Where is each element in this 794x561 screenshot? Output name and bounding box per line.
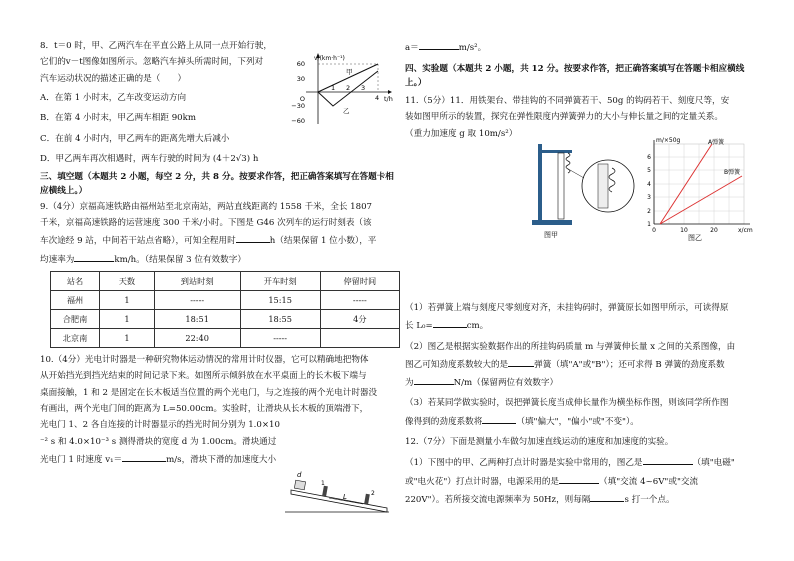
- timetable-row: [51, 329, 400, 348]
- q11-part1-line1: （1）若弹簧上端与刻度尺零刻度对齐，未挂钩码时，弹簧原长如图甲所示，可读得原: [405, 302, 729, 313]
- q10-gate-1: [322, 486, 328, 497]
- q8-x-arrow: [388, 90, 392, 94]
- q8-x-label: t/h: [384, 95, 393, 103]
- q12-blank-period[interactable]: [590, 492, 624, 502]
- q11-line3: （重力加速度 g 取 10m/s²）: [405, 128, 518, 139]
- q11-tick-y: 3: [647, 194, 651, 201]
- q8-tick-y: −60: [291, 117, 305, 125]
- q11-blank-k[interactable]: [414, 375, 454, 385]
- q11-tick-x: 20: [710, 227, 718, 234]
- q9-line4-text: 均速率为: [40, 254, 75, 265]
- q11-label-b: B弹簧: [724, 169, 741, 176]
- q10-cont-prefix: a＝: [405, 43, 419, 53]
- stand-arm: [538, 150, 572, 153]
- q8-vt-graph: [288, 52, 396, 128]
- timetable-row: [51, 291, 400, 310]
- timetable-header: 开车时刻: [240, 272, 320, 291]
- q11-part1-unit: cm。: [466, 321, 489, 332]
- q9-line4: [40, 252, 400, 267]
- q11-part2-text: 图乙可知劲度系数较大的是: [405, 359, 509, 370]
- timetable-cell: [320, 329, 399, 348]
- q10-label-d: d: [297, 471, 302, 479]
- q9-line3-tail: h（结果保留 1 位小数），平: [269, 236, 377, 247]
- q12-part1-tail: s 打一个点。: [624, 495, 675, 505]
- timetable-header: 停留时间: [320, 272, 399, 291]
- q9-line2: 千米，京福高速铁路的运营速度 300 千米/小时。下图是 G46 次列车的运行时刻表（该: [40, 218, 372, 229]
- section-3-title: 三、填空题（本题共 2 小题，每空 2 分，共 8 分。按要求作答，把正确答案填写在答题卡相应横线上。）: [40, 172, 394, 196]
- q10-line7: [40, 452, 400, 467]
- q10-continued: [405, 40, 760, 55]
- q11-fig1-caption: 图甲: [544, 231, 558, 239]
- q8-tick-x: 1: [331, 84, 336, 92]
- q10-line7-text: 光电门 1 时速度 v₁＝: [40, 454, 123, 465]
- timetable-cell: 18:55: [240, 310, 320, 329]
- q12-line1: 12.（7分）下面是测量小车做匀加速直线运动的速度和加速度的实验。: [405, 437, 674, 448]
- q11-tick-y: 5: [647, 167, 651, 174]
- q11-part2-line2: [405, 357, 760, 372]
- q9-line3: [40, 233, 400, 248]
- q11-fig2-caption: 图乙: [688, 234, 702, 242]
- timetable-cell: -----: [240, 329, 320, 348]
- timetable-cell: 22:40: [154, 329, 240, 348]
- q10-label-1: 1: [321, 480, 325, 487]
- q11-part2-unit: N/m（保留两位有效数字）: [453, 378, 559, 389]
- q9-blank-time[interactable]: [236, 233, 270, 243]
- q10-label-2: 2: [371, 490, 375, 497]
- timetable-cell: 15:15: [240, 291, 320, 310]
- q12-part1-text: （1）下图中的甲、乙两种打点计时器是实验中常用的，图乙是: [405, 458, 643, 469]
- timetable-cell: -----: [320, 291, 399, 310]
- q11-part3-line2: [405, 414, 760, 429]
- magnified-ruler: [598, 164, 608, 208]
- q11-line1: 11.（5分）11．用铁架台、带挂钩的不同弹簧若干、50g 的钩码若干、刻度尺等，安: [405, 95, 730, 106]
- q10-line5: 光电门 1、2 各自连接的计时器显示的挡光时间分别为 1.0×10: [40, 420, 280, 431]
- q11-part3-tail: （填"偏大"，"偏小"或"不变"）。: [516, 416, 639, 427]
- q8-stem-line1: 8．t＝0 时，甲、乙两汽车在平直公路上从同一点开始行驶，: [40, 41, 272, 51]
- q10-line6: ⁻² s 和 4.0×10⁻³ s 测得滑块的宽度 d 为 1.00cm。滑块通过: [40, 436, 277, 447]
- q11-tick-x: 10: [680, 227, 688, 234]
- q11-tick-y: 4: [647, 181, 651, 188]
- q10-label-L: L: [343, 493, 347, 501]
- q8-option-c: C．在前 4 小时内，甲乙两车的距离先增大后减小: [40, 133, 230, 144]
- q10-gate-2: [364, 494, 370, 505]
- q10-blank-v1[interactable]: [122, 452, 166, 462]
- timetable-cell: 福州: [51, 291, 100, 310]
- q10-incline-figure: [283, 468, 393, 516]
- pointer-line: [570, 170, 584, 178]
- q11-figure-yi: [638, 136, 762, 242]
- q9-blank-speed[interactable]: [74, 252, 114, 262]
- q8-option-d: [40, 153, 400, 166]
- q11-part2-line1: （2）图乙是根据实验数据作出的所挂钩码质量 m 与弹簧伸长量 x 之间的关系图像，由: [405, 341, 736, 352]
- timetable-cell: 北京南: [51, 329, 100, 348]
- timetable: [50, 271, 400, 348]
- q10-blank-accel[interactable]: [419, 40, 459, 50]
- q12-part1-line3: [405, 492, 760, 507]
- q10-slider: [294, 480, 305, 490]
- q10-line2: 从开始挡光到挡光结束的时间记录下来。如图所示倾斜放在水平桌面上的长木板下端与: [40, 371, 367, 382]
- q8-stem-line3: 汽车运动状况的描述正确的是（ ）: [40, 73, 187, 84]
- timetable-header-row: [51, 272, 400, 291]
- q12-blank-power[interactable]: [559, 474, 599, 484]
- timetable-cell: 1: [100, 329, 155, 348]
- q10-line4: 有画出，两个光电门间的距离为 L=50.00cm。实验时，让滑块从长木板的顶端滑下，: [40, 404, 369, 414]
- q11-blank-bias[interactable]: [482, 414, 516, 424]
- q8-tick-x: 4: [375, 94, 380, 102]
- q11-part1-line2: [405, 318, 760, 333]
- q9-line1: 9.（4分）京福高速铁路由福州站至北京南站，两站直线距离约 1558 千米，全长 1807: [40, 201, 373, 212]
- q8-tick-x: 3: [361, 84, 366, 92]
- q10-cont-unit: m/s²。: [458, 43, 487, 53]
- q9-line3-text: 车次途经 9 站，中间若干站点省略），可知全程用时: [40, 236, 236, 247]
- timetable-cell: 1: [100, 310, 155, 329]
- stand-rod: [538, 144, 542, 222]
- q11-tick-y: 1: [647, 221, 651, 228]
- q9-line4-tail: km/h。（结果保留 3 位有效数字）: [114, 254, 246, 265]
- q8-option-b: B．在第 4 小时末，甲乙两车相距 90km: [40, 113, 196, 124]
- section-4-title: 四、实验题（本题共 2 小题，共 12 分。按要求作答，把正确答案填写在答题卡相应横线上。）: [405, 64, 745, 88]
- right-column: [405, 40, 760, 510]
- q8-option-d-value: (4＋2√3) h: [212, 153, 259, 164]
- timetable-cell: 18:51: [154, 310, 240, 329]
- timetable-header: 站名: [51, 272, 100, 291]
- timetable-cell: 1: [100, 291, 155, 310]
- timetable-cell: -----: [154, 291, 240, 310]
- q11-x-label: x/cm: [738, 227, 753, 234]
- q8-option-d-text: D．甲乙两车再次相遇时，两车行驶的时间为: [40, 153, 211, 164]
- q11-tick-y: 2: [647, 208, 651, 215]
- timetable-header: 到站时刻: [154, 272, 240, 291]
- q8-label-yi: 乙: [343, 107, 350, 115]
- q11-label-a: A弹簧: [708, 139, 725, 146]
- q12-part1-line1: [405, 455, 760, 470]
- q11-y-label: m/×50g: [656, 137, 681, 144]
- q12-part1-line2: [405, 474, 760, 489]
- q11-line2: 装如图甲所示的装置，探究在弹性限度内弹簧弹力的大小与伸长量之间的定量关系。: [405, 112, 723, 123]
- q11-figure-jia: [528, 140, 636, 240]
- q8-origin: O: [299, 95, 305, 103]
- q10-line7-tail: m/s，滑块下滑的加速度大小: [166, 454, 277, 465]
- q8-tick-y: 60: [296, 60, 305, 68]
- q11-blank-length[interactable]: [433, 318, 467, 328]
- q12-part1-text-d: （填"交流 4~6V"或"交流: [599, 476, 699, 487]
- q8-tick-x: 2: [346, 84, 351, 92]
- timetable-row: [51, 310, 400, 329]
- q12-part1-text-b: （填"电磁": [692, 458, 735, 469]
- q11-tick-y: 6: [647, 154, 651, 161]
- q12-part1-text-c: 或"电火花"）打点计时器，电源采用的是: [405, 476, 560, 487]
- q11-part3-line1: （3）若某同学做实验时，误把弹簧长度当成伸长量作为横坐标作图，则该同学所作图: [405, 398, 729, 409]
- q12-part1-text-e: 220V"）。若所接交流电源频率为 50Hz，则每隔: [405, 495, 591, 505]
- q11-part2-line3: [405, 375, 760, 390]
- ruler: [558, 153, 564, 219]
- q12-blank-type[interactable]: [643, 455, 693, 465]
- q11-part3-text: 像得到的劲度系数将: [405, 416, 483, 427]
- q8-label-jia: 甲: [346, 68, 353, 76]
- q10-line1: 10.（4分）光电计时器是一种研究物体运动情况的常用计时仪器，它可以精确地把物体: [40, 355, 369, 366]
- q8-tick-y: −30: [291, 102, 305, 110]
- spring: [566, 153, 570, 173]
- q11-part1-text: 长 L₀=: [405, 321, 433, 332]
- q8-option-a: A．在第 1 小时末，乙车改变运动方向: [40, 92, 187, 103]
- q11-tick-x: 0: [652, 227, 656, 234]
- q11-part2-text-c: 为: [405, 378, 414, 389]
- q8-y-label: v/(km·h⁻¹): [314, 55, 345, 62]
- q11-blank-stiffer[interactable]: [508, 357, 534, 367]
- q11-part2-text-b: 弹簧（填"A"或"B"）；还可求得 B 弹簧的劲度系数: [534, 359, 725, 370]
- q10-line3: 桌面接触，1 和 2 是固定在长木板适当位置的两个光电门，与之连接的两个光电计时器没: [40, 387, 378, 398]
- timetable-header: 天数: [100, 272, 155, 291]
- q8-stem-line2: 它们的v－t图像如图所示。忽略汽车掉头所需时间，下列对: [40, 57, 264, 68]
- timetable-cell: 4分: [320, 310, 399, 329]
- q8-tick-y: 30: [296, 75, 305, 83]
- timetable-cell: 合肥南: [51, 310, 100, 329]
